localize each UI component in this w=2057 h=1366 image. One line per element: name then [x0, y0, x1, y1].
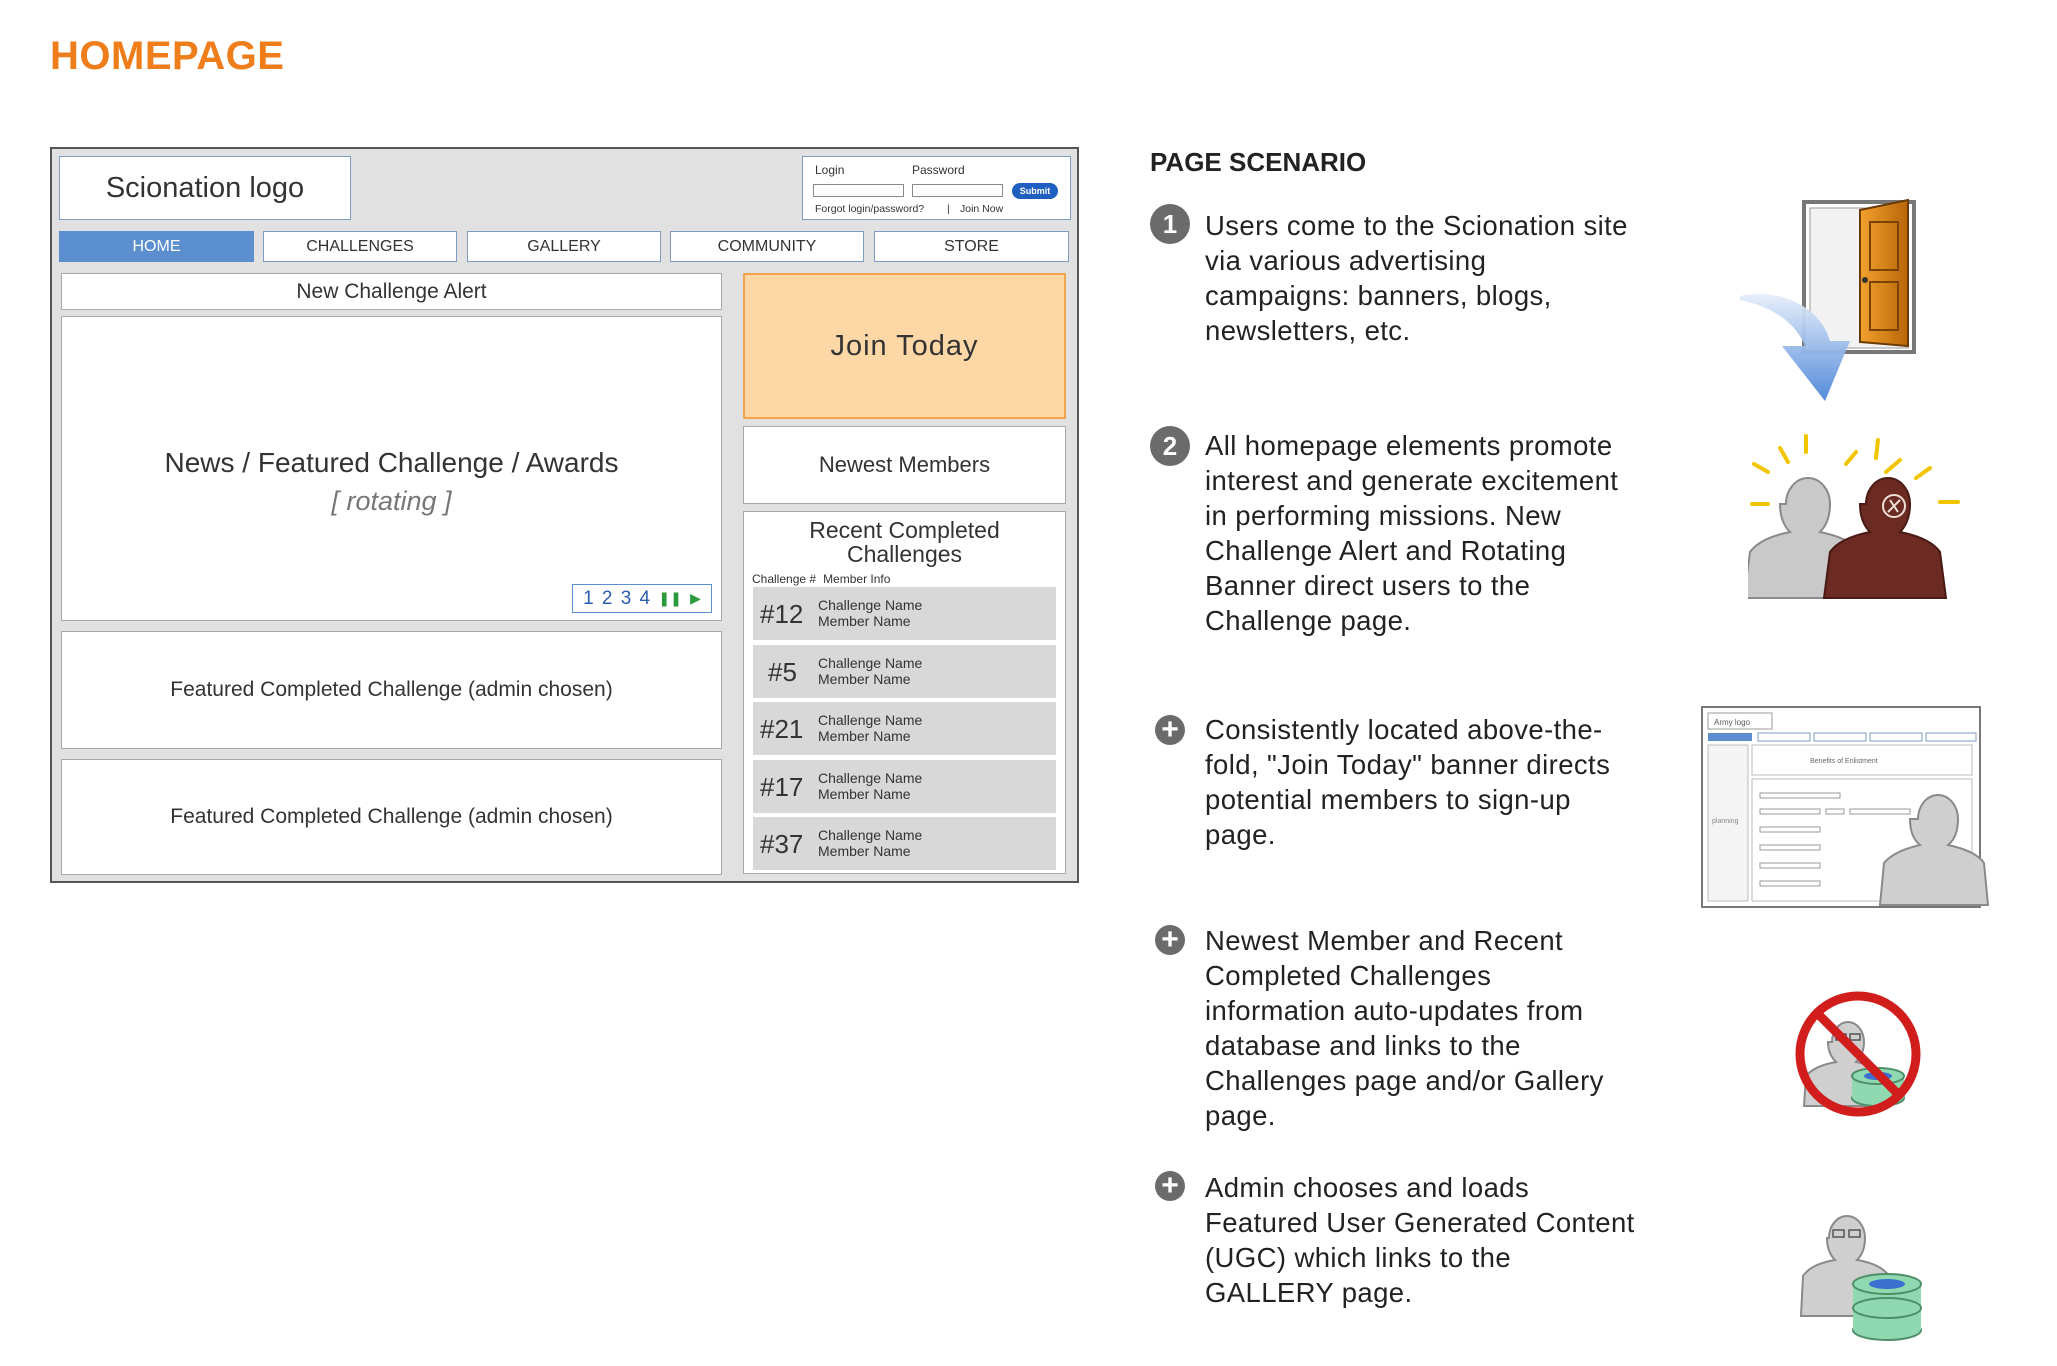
password-input[interactable] — [912, 184, 1003, 197]
step-2-marker: 2 — [1150, 426, 1190, 466]
challenge-number: #17 — [760, 772, 804, 802]
point-auto-update-text: Newest Member and Recent Completed Challenges information auto-updates from database and links to the Challenges page and/or Gallery page. — [1205, 925, 1604, 1131]
challenge-name: Challenge Name — [818, 712, 923, 728]
user-at-signup-page-icon — [1700, 705, 2020, 927]
recent-row[interactable] — [753, 645, 1056, 698]
login-input[interactable] — [813, 184, 904, 197]
challenge-name: Challenge Name — [818, 655, 923, 671]
point-admin-ugc-text: Admin chooses and loads Featured User Generated Content (UGC) which links to the GALLERY page. — [1205, 1172, 1635, 1308]
challenge-name: Challenge Name — [818, 770, 923, 786]
page-title: HOMEPAGE — [50, 34, 285, 78]
plus-marker: + — [1155, 1171, 1185, 1201]
plus-marker: + — [1155, 715, 1185, 745]
login-separator: | — [947, 203, 950, 215]
challenge-number: #37 — [760, 829, 804, 859]
recent-row[interactable] — [753, 587, 1056, 640]
nav-community[interactable]: COMMUNITY — [670, 231, 864, 262]
pager-page-1[interactable]: 1 — [583, 587, 594, 609]
column-member: Member Info — [823, 572, 891, 586]
banner-pager — [572, 584, 712, 613]
member-name: Member Name — [818, 613, 911, 629]
nav-gallery[interactable]: GALLERY — [467, 231, 661, 262]
submit-button[interactable]: Submit — [1012, 183, 1058, 199]
play-icon[interactable]: ▶ — [690, 590, 701, 606]
pager-page-2[interactable]: 2 — [601, 587, 613, 609]
password-label: Password — [912, 163, 965, 177]
column-challenge: Challenge # — [752, 572, 817, 586]
plus-marker: + — [1155, 925, 1185, 955]
login-label: Login — [815, 163, 845, 177]
recent-title-line2: Challenges — [846, 541, 963, 567]
excited-users-icon — [1748, 430, 1968, 600]
recent-title-line1: Recent Completed — [809, 517, 1000, 543]
featured-completed-challenge-1[interactable]: Featured Completed Challenge (admin chosen) — [61, 631, 722, 749]
member-name: Member Name — [818, 786, 911, 802]
pager-page-3[interactable]: 3 — [620, 587, 632, 609]
pause-icon[interactable]: ❚❚ — [658, 590, 682, 606]
point-join-today-text: Consistently located above-the-fold, "Join Today" banner directs potential members to sign-up page. — [1205, 714, 1611, 850]
step-2-text: All homepage elements promote interest and generate excitement in performing missions. New Challenge Alert and Rotating Banner direct users to the Challenge page. — [1205, 430, 1619, 636]
recent-row[interactable] — [753, 817, 1056, 870]
no-admin-database-icon — [1788, 990, 1928, 1120]
admin-database-icon — [1795, 1198, 1935, 1348]
member-name: Member Name — [818, 671, 911, 687]
member-name: Member Name — [818, 728, 911, 744]
step-1-marker: 1 — [1150, 204, 1190, 244]
join-today-banner[interactable]: Join Today — [743, 273, 1066, 419]
join-now-link[interactable]: Join Now — [960, 203, 1004, 215]
mini-side-label: planning — [1712, 818, 1739, 825]
site-logo[interactable]: Scionation logo — [59, 156, 351, 220]
rotating-banner[interactable] — [61, 316, 722, 621]
new-challenge-alert[interactable]: New Challenge Alert — [61, 273, 722, 310]
mini-logo: Army logo — [1714, 718, 1751, 727]
member-name: Member Name — [818, 843, 911, 859]
homepage-wireframe — [50, 147, 1079, 883]
newest-members-panel[interactable]: Newest Members — [743, 426, 1066, 504]
challenge-number: #12 — [760, 599, 804, 629]
login-panel — [802, 156, 1071, 220]
nav-challenges[interactable]: CHALLENGES — [263, 231, 457, 262]
scenario-title: PAGE SCENARIO — [1150, 147, 1367, 177]
recent-column-headers — [752, 572, 897, 586]
open-door-icon — [1740, 196, 1925, 406]
recent-title — [744, 518, 1065, 566]
banner-title: News / Featured Challenge / Awards — [164, 447, 619, 478]
mini-heading: Benefits of Enlistment — [1810, 758, 1878, 765]
featured-completed-challenge-2[interactable]: Featured Completed Challenge (admin chosen) — [61, 759, 722, 875]
step-1-text: Users come to the Scionation site via various advertising campaigns: banners, blogs, newsletters, etc. — [1205, 210, 1628, 346]
recent-completed-challenges — [743, 511, 1066, 874]
challenge-name: Challenge Name — [818, 827, 923, 843]
banner-subtitle: [ rotating ] — [331, 486, 452, 516]
challenge-number: #21 — [760, 714, 804, 744]
challenge-name: Challenge Name — [818, 597, 923, 613]
recent-row[interactable] — [753, 702, 1056, 755]
challenge-number: #5 — [768, 657, 797, 687]
nav-store[interactable]: STORE — [874, 231, 1069, 262]
recent-row[interactable] — [753, 760, 1056, 813]
nav-home[interactable]: HOME — [59, 231, 254, 262]
forgot-password-link[interactable]: Forgot login/password? — [815, 203, 925, 215]
pager-page-4[interactable]: 4 — [639, 587, 651, 609]
